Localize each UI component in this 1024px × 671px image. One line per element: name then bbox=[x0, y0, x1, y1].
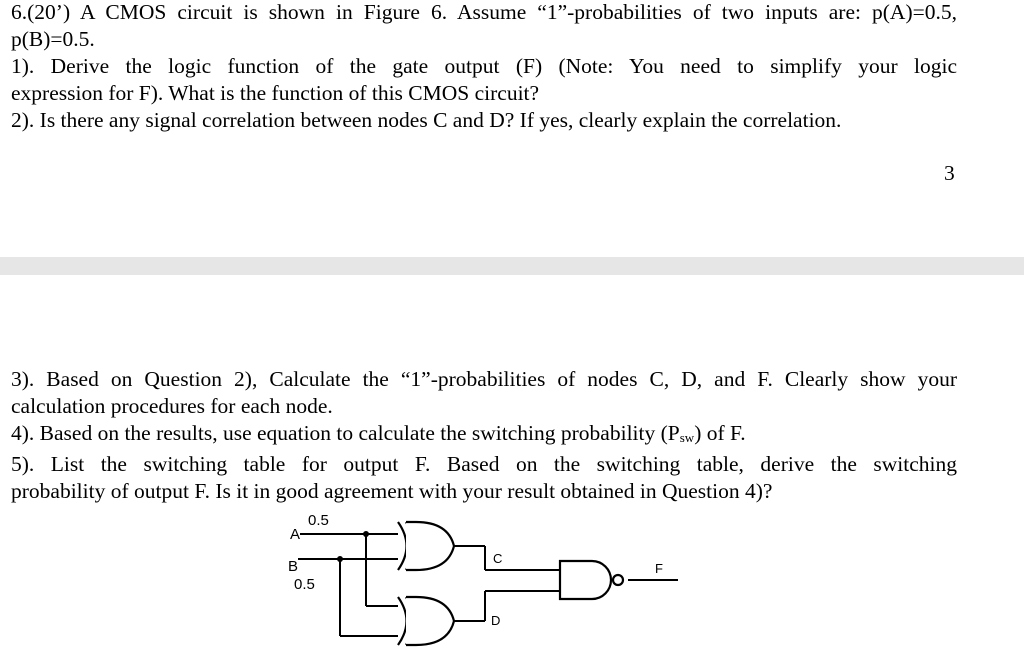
question-4-subscript: sw bbox=[679, 430, 695, 445]
page-divider bbox=[0, 257, 1024, 275]
label-node-d: D bbox=[491, 613, 501, 628]
cmos-circuit-figure bbox=[270, 508, 690, 668]
question-block-bottom bbox=[11, 366, 957, 505]
question-5-line-1: 5). List the switching table for output F. Based on the switching table, derive the switching bbox=[11, 452, 957, 476]
label-input-a: A bbox=[290, 526, 301, 543]
label-output-f: F bbox=[655, 561, 663, 576]
label-input-b: B bbox=[288, 558, 299, 575]
label-prob-b: 0.5 bbox=[294, 576, 315, 593]
gate-lower bbox=[398, 597, 454, 645]
question-5-line-2: probability of output F. Is it in good agreement with your result obtained in Question 4)? bbox=[11, 479, 773, 503]
question-1-line-1: 1). Derive the logic function of the gate output (F) (Note: You need to simplify your logic bbox=[11, 54, 957, 78]
question-header-line-2: p(B)=0.5. bbox=[11, 27, 95, 51]
page-number: 3 bbox=[944, 161, 955, 185]
question-2-line-1: 2). Is there any signal correlation between nodes C and D? If yes, clearly explain the correlation. bbox=[11, 108, 842, 132]
question-4-prefix: 4). Based on the results, use equation to calculate the switching probability (P bbox=[11, 421, 680, 445]
label-prob-a: 0.5 bbox=[308, 512, 329, 529]
question-4-suffix: ) of F. bbox=[694, 421, 746, 445]
label-node-c: C bbox=[493, 551, 503, 566]
question-3-line-2: calculation procedures for each node. bbox=[11, 394, 333, 418]
question-block-top bbox=[11, 0, 957, 134]
question-3-line-1: 3). Based on Question 2), Calculate the “1”-probabilities of nodes C, D, and F. Clearly show your bbox=[11, 367, 957, 391]
question-4-line bbox=[11, 420, 957, 451]
question-1-line-2: expression for F). What is the function of this CMOS circuit? bbox=[11, 81, 540, 105]
junction-dot-a bbox=[363, 531, 369, 537]
gate-output-nand bbox=[560, 561, 623, 599]
junction-dot-b bbox=[337, 556, 343, 562]
question-header-line-1: 6.(20’) A CMOS circuit is shown in Figure 6. Assume “1”-probabilities of two inputs are: p(A)=0.5, bbox=[11, 0, 957, 24]
gate-upper bbox=[398, 522, 454, 570]
